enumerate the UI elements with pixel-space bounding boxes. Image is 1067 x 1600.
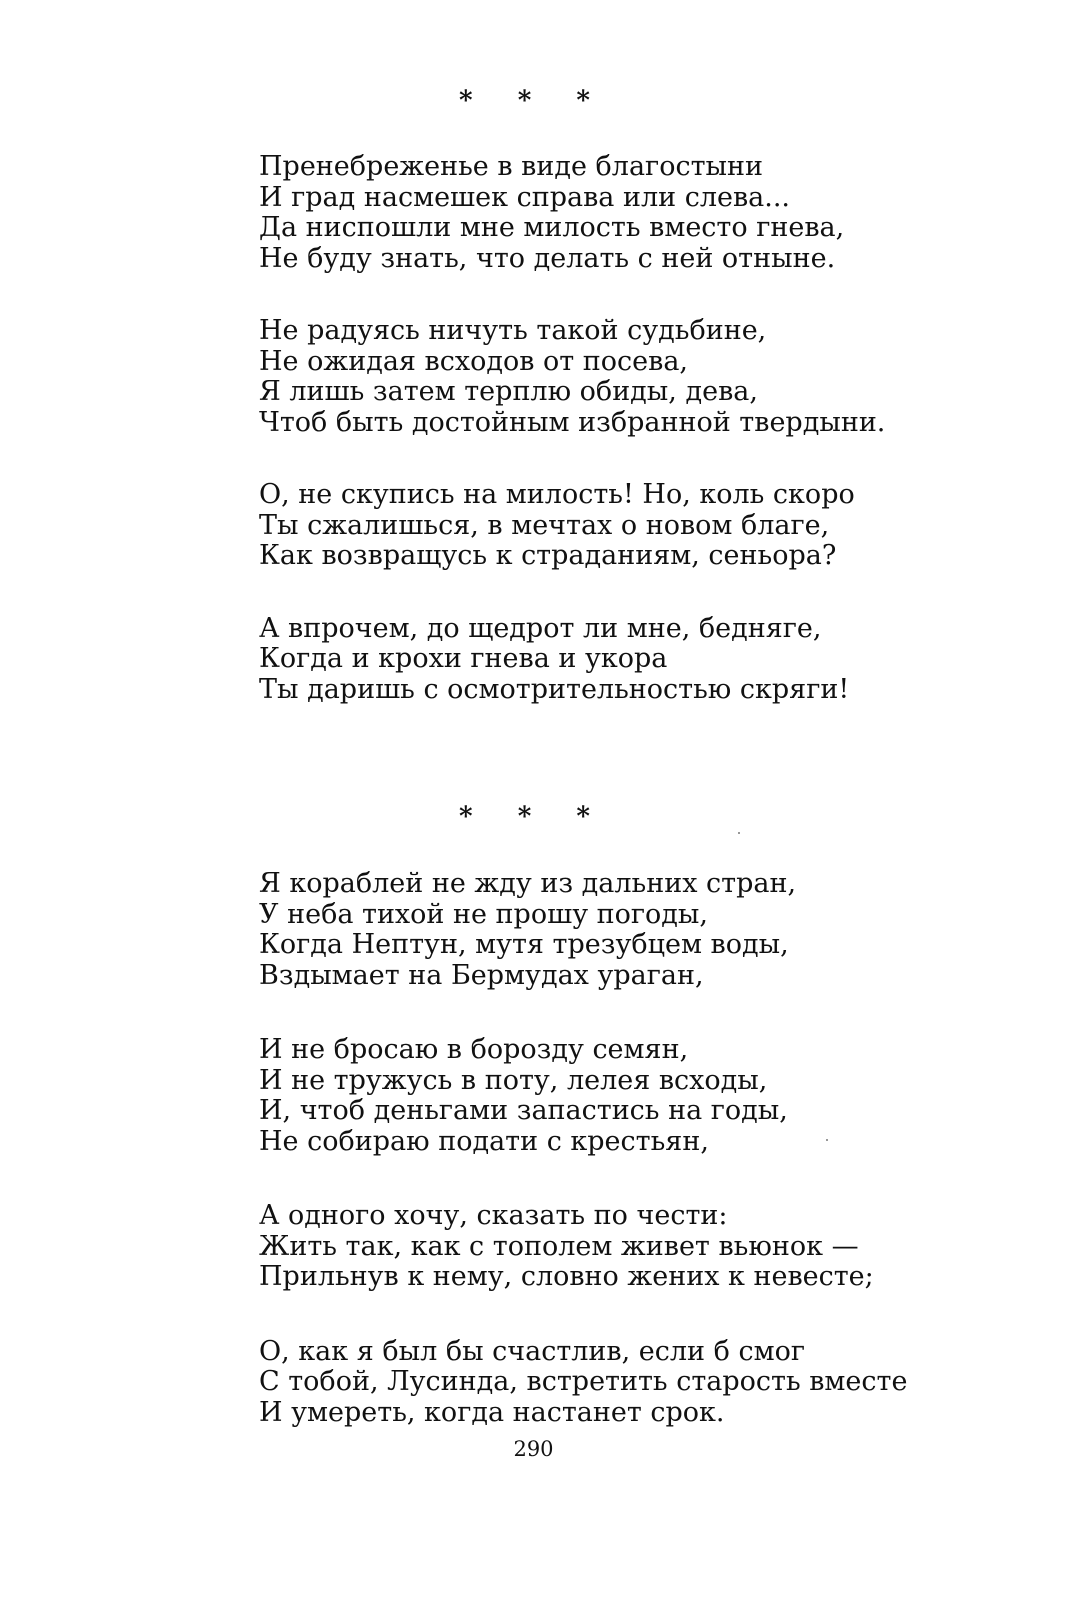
- stanza: [259, 1337, 1039, 1429]
- verse-line: Ты даришь с осмотрительностью скряги!: [259, 673, 850, 705]
- verse-line: Жить так, как с тополем живет вьюнок —: [259, 1230, 859, 1262]
- verse-line: А одного хочу, сказать по чести:: [259, 1200, 728, 1231]
- verse-line: Как возвращусь к страданиям, сеньора?: [259, 540, 837, 571]
- verse-line: А впрочем, до щедрот ли мне, бедняге,: [259, 612, 822, 644]
- verse-line: Прильнув к нему, словно жених к невесте;: [259, 1261, 874, 1292]
- poem-separator: * * *: [459, 802, 608, 832]
- stanza: [259, 480, 1039, 572]
- verse-line: У неба тихой не прошу погоды,: [259, 898, 709, 930]
- verse-line: Чтоб быть достойным избранной твердыни.: [259, 406, 886, 438]
- verse-line: О, не скупись на милость! Но, коль скоро: [259, 479, 855, 510]
- verse-line: И умереть, когда настанет срок.: [259, 1396, 725, 1428]
- stanza: [259, 1035, 1039, 1157]
- verse-line: Не радуясь ничуть такой судьбине,: [259, 315, 767, 346]
- stanza: [259, 614, 1039, 706]
- verse-line: С тобой, Лусинда, встретить старость вместе: [259, 1366, 908, 1397]
- stanza: [259, 316, 1039, 438]
- verse-line: Я кораблей не жду из дальних стран,: [259, 868, 797, 899]
- verse-line: Не ожидая всходов от посева,: [259, 345, 689, 377]
- verse-line: И не тружусь в поту, лелея всходы,: [259, 1064, 768, 1096]
- stanza: [259, 869, 1039, 991]
- verse-line: Вздымает на Бермудах ураган,: [259, 959, 704, 991]
- verse-line: Пренебреженье в виде благостыни: [259, 151, 763, 182]
- verse-line: И град насмешек справа или слева...: [259, 181, 790, 213]
- verse-line: Не собираю подати с крестьян,: [259, 1125, 709, 1157]
- verse-line: Когда Нептун, мутя трезубцем воды,: [259, 929, 789, 960]
- stanza: [259, 1201, 1039, 1293]
- verse-line: И, чтоб деньгами запастись на годы,: [259, 1095, 788, 1126]
- scan-speck: [826, 1139, 828, 1141]
- verse-line: О, как я был бы счастлив, если б смог: [259, 1335, 805, 1367]
- verse-line: Я лишь затем терплю обиды, дева,: [259, 376, 758, 407]
- poem-1: [259, 152, 1039, 705]
- verse-line: Ты сжалишься, в мечтах о новом благе,: [259, 509, 830, 541]
- scan-speck: [738, 832, 740, 834]
- stanza: [259, 152, 1039, 274]
- page-number: 290: [513, 1437, 554, 1461]
- poem-separator: * * *: [459, 86, 608, 116]
- verse-line: Не буду знать, что делать с ней отныне.: [259, 242, 836, 274]
- poem-2: [259, 869, 1039, 1428]
- verse-line: И не бросаю в борозду семян,: [259, 1034, 689, 1065]
- verse-line: Да ниспошли мне милость вместо гнева,: [259, 212, 845, 243]
- verse-line: Когда и крохи гнева и укора: [259, 643, 668, 674]
